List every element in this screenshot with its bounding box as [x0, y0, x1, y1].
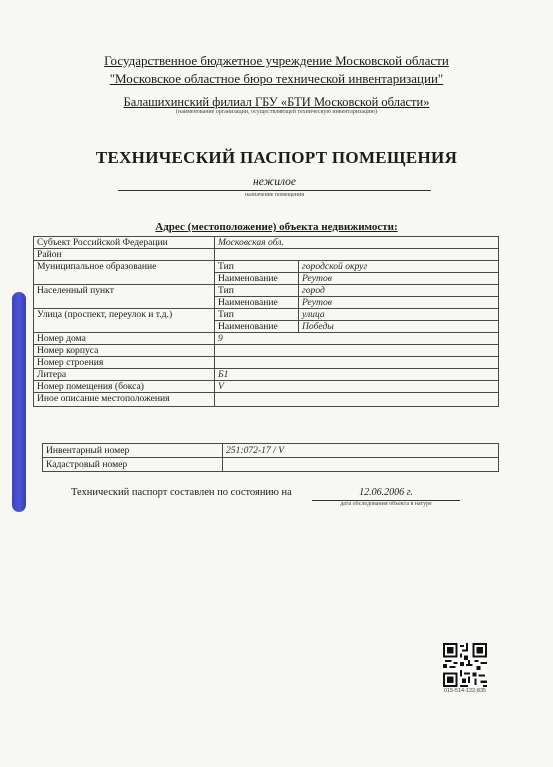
table-row: [34, 357, 499, 369]
table-row: [34, 381, 499, 393]
building-value: [215, 345, 499, 357]
table-row: [34, 261, 499, 273]
table-row: [43, 458, 499, 472]
locality-name-label: Наименование: [215, 297, 299, 309]
table-row: [34, 333, 499, 345]
street-type-value: улица: [299, 309, 499, 321]
subject-value: Московская обл.: [215, 237, 499, 249]
inventory-label: Инвентарный номер: [43, 444, 223, 458]
municipality-label: Муниципальное образование: [34, 261, 215, 285]
state-date: 12.06.2006 г.: [312, 487, 460, 501]
inventory-value: 251:072-17 / V: [223, 444, 499, 458]
qr-code-number: 015-514-122-835: [443, 688, 487, 694]
municipality-type-label: Тип: [215, 261, 299, 273]
locality-label: Населенный пункт: [34, 285, 215, 309]
address-title: Адрес (местоположение) объекта недвижимости:: [155, 221, 398, 233]
municipality-name-label: Наименование: [215, 273, 299, 285]
purpose-caption: назначение помещения: [244, 192, 305, 198]
building-label: Номер корпуса: [34, 345, 215, 357]
district-label: Район: [34, 249, 215, 261]
other-value: [215, 393, 499, 407]
litera-value: Б1: [215, 369, 499, 381]
binding-strip: [12, 292, 26, 512]
table-row: [34, 369, 499, 381]
table-row: [34, 393, 499, 407]
other-label: Иное описание местоположения: [34, 393, 215, 407]
street-name-value: Победы: [299, 321, 499, 333]
municipality-name-value: Реутов: [299, 273, 499, 285]
municipality-type-value: городской округ: [299, 261, 499, 273]
qr-code-icon: [443, 643, 487, 687]
purpose-value: нежилое: [118, 176, 431, 191]
street-type-label: Тип: [215, 309, 299, 321]
house-value: 9: [215, 333, 499, 345]
room-label: Номер помещения (бокса): [34, 381, 215, 393]
street-name-label: Наименование: [215, 321, 299, 333]
branch-caption: (наименование организации, осуществляющей техническую инвентаризацию): [176, 109, 377, 115]
litera-label: Литера: [34, 369, 215, 381]
locality-type-value: город: [299, 285, 499, 297]
subject-label: Субъект Российской Федерации: [34, 237, 215, 249]
identifiers-table: [42, 443, 499, 472]
cadastral-value: [223, 458, 499, 472]
table-row: [34, 345, 499, 357]
street-label: Улица (проспект, переулок и т.д.): [34, 309, 215, 333]
org-name-line1: Государственное бюджетное учреждение Московской области: [104, 53, 449, 68]
structure-value: [215, 357, 499, 369]
cadastral-label: Кадастровый номер: [43, 458, 223, 472]
org-name-line2: "Московское областное бюро технической инвентаризации": [109, 71, 444, 86]
branch-name: Балашихинский филиал ГБУ «БТИ Московской области»: [123, 95, 430, 109]
table-row: [34, 249, 499, 261]
district-value: [215, 249, 499, 261]
table-row: [34, 237, 499, 249]
structure-label: Номер строения: [34, 357, 215, 369]
locality-type-label: Тип: [215, 285, 299, 297]
address-table: [33, 236, 499, 407]
house-label: Номер дома: [34, 333, 215, 345]
locality-name-value: Реутов: [299, 297, 499, 309]
state-caption: дата обследования объекта в натуре: [340, 501, 432, 507]
table-row: [34, 285, 499, 297]
table-row: [43, 444, 499, 458]
state-label: Технический паспорт составлен по состоянию на: [71, 487, 292, 498]
document-title: ТЕХНИЧЕСКИЙ ПАСПОРТ ПОМЕЩЕНИЯ: [95, 148, 458, 167]
room-value: V: [215, 381, 499, 393]
table-row: [34, 309, 499, 321]
